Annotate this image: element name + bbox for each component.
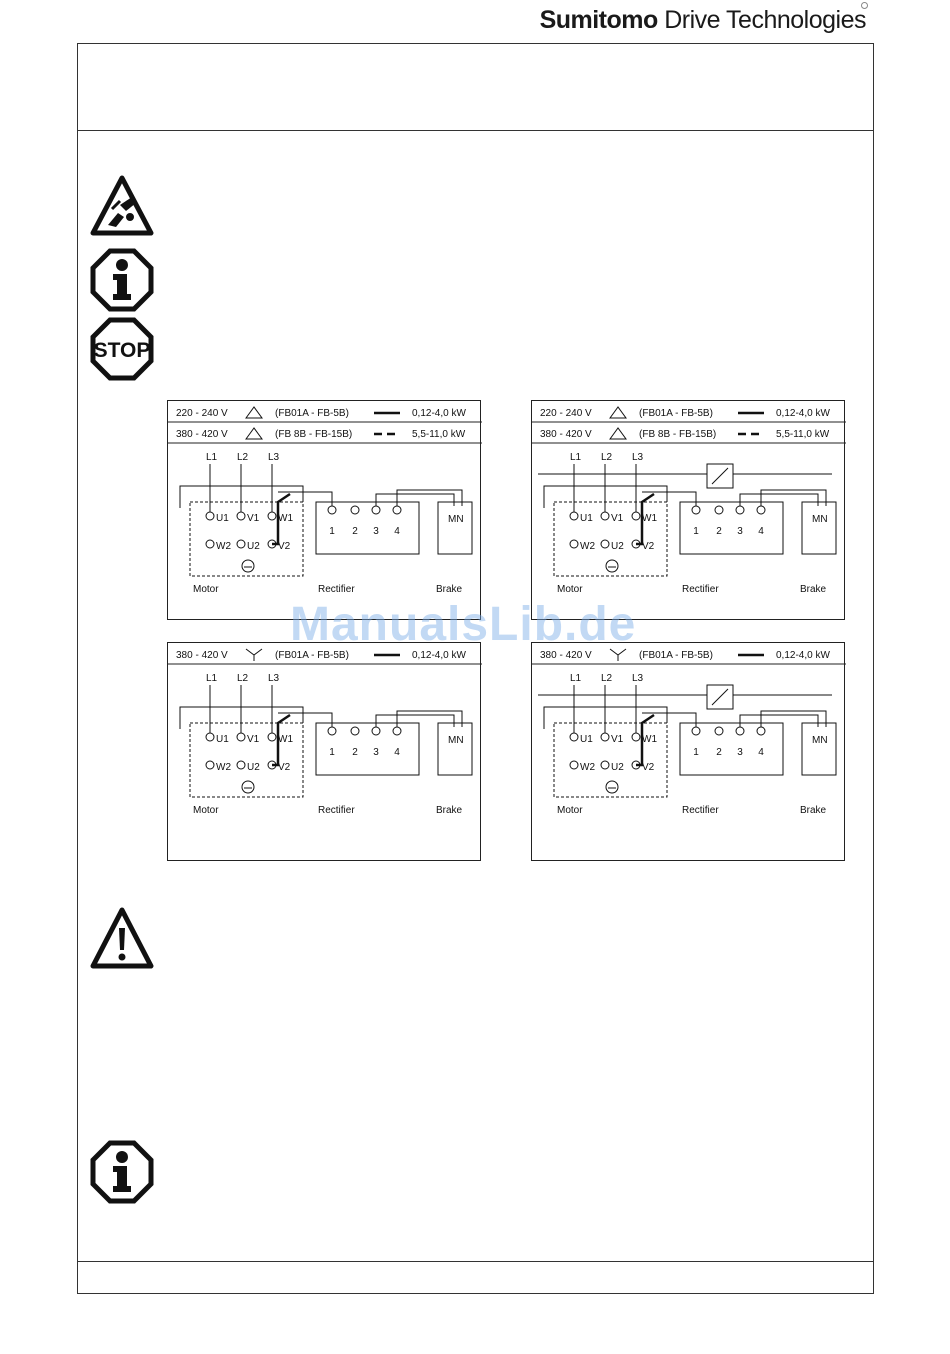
terminal-icon [601,761,609,769]
brake-wire [740,494,818,506]
terminal-U2: U2 [247,762,260,773]
line-label-L3: L3 [632,452,644,463]
terminal-icon [237,512,245,520]
terminal-V2: V2 [278,762,291,773]
label-rectifier: Rectifier [682,584,719,595]
rectifier-2: 2 [716,526,722,537]
label-rectifier: Rectifier [682,805,719,816]
brake-wire [376,715,454,727]
terminal-U2: U2 [611,541,624,552]
terminal-U1: U1 [580,513,593,524]
line-label-L2: L2 [601,452,613,463]
terminal-icon [601,512,609,520]
terminal-V1: V1 [611,513,624,524]
terminal-icon [757,506,765,514]
diagram-canvas [532,401,846,621]
line-label-L1: L1 [570,673,582,684]
label-motor: Motor [557,584,583,595]
line-label-L3: L3 [268,452,280,463]
rectifier-2: 2 [352,526,358,537]
brake-wire [397,711,462,727]
rectifier-wire [278,492,332,506]
earth-icon [242,781,254,793]
terminal-icon [632,733,640,741]
terminal-icon [736,506,744,514]
voltage-label: 380 - 420 V [540,650,592,661]
terminal-icon [351,506,359,514]
earth-icon [242,560,254,572]
model-label: (FB01A - FB-5B) [275,408,349,419]
terminal-U1: U1 [580,734,593,745]
terminal-icon [715,727,723,735]
rectifier-4: 4 [394,747,400,758]
terminal-U1: U1 [216,734,229,745]
rectifier-1: 1 [693,747,699,758]
line-label-L1: L1 [206,452,218,463]
rectifier-1: 1 [329,747,335,758]
terminal-W1: W1 [278,513,293,524]
terminal-icon [328,506,336,514]
brake-wire [761,711,826,727]
wiring-diagram-delta-1 [167,400,481,620]
terminal-W2: W2 [580,762,595,773]
brake-box [438,502,472,554]
line-label-L2: L2 [237,673,249,684]
terminal-icon [570,733,578,741]
terminal-icon [206,540,214,548]
earth-icon [606,781,618,793]
terminal-V1: V1 [247,734,260,745]
model-label: (FB 8B - FB-15B) [275,429,353,440]
terminal-icon [715,506,723,514]
model-label: (FB01A - FB-5B) [639,408,713,419]
rectifier-2: 2 [352,747,358,758]
brake-terminals: MN [812,735,828,746]
line-label-L2: L2 [601,673,613,684]
label-rectifier: Rectifier [318,584,355,595]
brake-wire [740,715,818,727]
label-brake: Brake [436,805,463,816]
terminal-icon [268,512,276,520]
terminal-V1: V1 [247,513,260,524]
terminal-icon [736,727,744,735]
rectifier-4: 4 [758,747,764,758]
terminal-icon [692,506,700,514]
brake-terminals: MN [448,514,464,525]
terminal-U2: U2 [611,762,624,773]
brake-wire [376,494,454,506]
voltage-label: 220 - 240 V [540,408,592,419]
diagram-body [538,673,836,816]
rectifier-2: 2 [716,747,722,758]
terminal-U2: U2 [247,541,260,552]
terminal-icon [372,506,380,514]
terminal-icon [632,512,640,520]
label-motor: Motor [557,805,583,816]
terminal-W1: W1 [642,734,657,745]
line-label-L1: L1 [570,452,582,463]
brake-wire [397,490,462,506]
label-brake: Brake [800,805,827,816]
brand-logo [540,6,866,35]
voltage-label: 380 - 420 V [176,429,228,440]
hand-crush-warning-icon [90,175,154,237]
rectifier-3: 3 [373,747,379,758]
terminal-W1: W1 [278,734,293,745]
diagram-body [180,452,472,595]
terminal-V2: V2 [642,541,655,552]
delta-icon [246,428,262,439]
stop-icon [90,317,154,381]
warning-triangle-icon [90,906,154,970]
rectifier-1: 1 [693,526,699,537]
watermark: ManualsLib.de [290,598,637,651]
power-label: 0,12-4,0 kW [776,650,830,661]
terminal-icon [393,727,401,735]
rectifier-wire [642,492,696,506]
terminal-icon [237,761,245,769]
terminal-W1: W1 [642,513,657,524]
terminal-icon [570,512,578,520]
brand-dot-icon [861,2,868,9]
terminal-icon [237,540,245,548]
brake-terminals: MN [448,735,464,746]
power-label: 5,5-11,0 kW [776,429,830,440]
star-icon [246,649,262,661]
rectifier-3: 3 [737,747,743,758]
diagram-body [538,452,836,595]
earth-icon [606,560,618,572]
diagram-canvas [168,401,482,621]
terminal-icon [757,727,765,735]
rectifier-4: 4 [758,526,764,537]
diagram-body [180,673,472,816]
power-label: 0,12-4,0 kW [412,408,466,419]
brand-name-bold: Sumitomo [539,6,658,34]
stop-label: STOP [93,339,151,362]
label-rectifier: Rectifier [318,805,355,816]
terminal-icon [268,733,276,741]
rectifier-wire [278,713,332,727]
delta-icon [610,428,626,439]
terminal-V2: V2 [278,541,291,552]
label-motor: Motor [193,584,219,595]
terminal-icon [570,761,578,769]
voltage-label: 380 - 420 V [176,650,228,661]
terminal-icon [601,540,609,548]
header-divider [77,130,874,131]
terminal-V2: V2 [642,762,655,773]
wiring-diagram-delta-2 [531,400,845,620]
label-brake: Brake [800,584,827,595]
brand-name-rest: Drive Technologies [657,6,866,34]
model-label: (FB 8B - FB-15B) [639,429,717,440]
terminal-V1: V1 [611,734,624,745]
brake-wire [761,490,826,506]
line-label-L2: L2 [237,452,249,463]
rectifier-wire [642,713,696,727]
terminal-icon [372,727,380,735]
terminal-icon [206,761,214,769]
terminal-icon [692,727,700,735]
rectifier-4: 4 [394,526,400,537]
terminal-icon [351,727,359,735]
brake-box [802,723,836,775]
terminal-W2: W2 [216,541,231,552]
wiring-diagram-star-2 [531,642,845,861]
power-label: 0,12-4,0 kW [412,650,466,661]
brake-box [438,723,472,775]
brake-box [802,502,836,554]
terminal-W2: W2 [580,541,595,552]
voltage-label: 220 - 240 V [176,408,228,419]
power-label: 0,12-4,0 kW [776,408,830,419]
terminal-W2: W2 [216,762,231,773]
terminal-icon [601,733,609,741]
power-label: 5,5-11,0 kW [412,429,466,440]
line-label-L3: L3 [632,673,644,684]
rectifier-3: 3 [373,526,379,537]
info-icon [90,1140,154,1204]
terminal-U1: U1 [216,513,229,524]
terminal-icon [393,506,401,514]
terminal-icon [206,512,214,520]
delta-icon [610,407,626,418]
terminal-icon [206,733,214,741]
footer-divider [77,1261,874,1262]
terminal-icon [237,733,245,741]
terminal-icon [570,540,578,548]
diagram-canvas [168,643,482,862]
delta-icon [246,407,262,418]
rectifier-3: 3 [737,526,743,537]
model-label: (FB01A - FB-5B) [275,650,349,661]
line-label-L1: L1 [206,673,218,684]
brake-terminals: MN [812,514,828,525]
voltage-label: 380 - 420 V [540,429,592,440]
rectifier-1: 1 [329,526,335,537]
label-motor: Motor [193,805,219,816]
wiring-diagram-star-1 [167,642,481,861]
line-label-L3: L3 [268,673,280,684]
terminal-icon [328,727,336,735]
label-brake: Brake [436,584,463,595]
diagram-canvas [532,643,846,862]
model-label: (FB01A - FB-5B) [639,650,713,661]
info-icon [90,248,154,312]
